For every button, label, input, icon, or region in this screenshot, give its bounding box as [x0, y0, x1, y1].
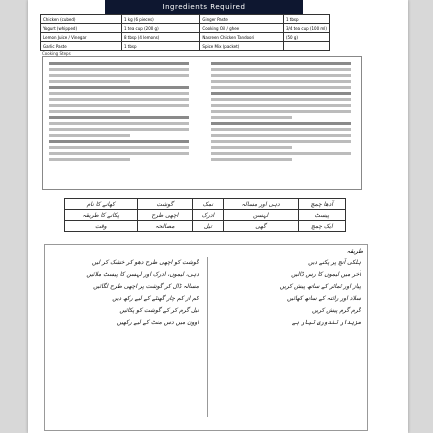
ingredient-cell: 1 kg (6 pieces)	[121, 15, 199, 24]
notes-line: پیاز اور ٹماٹر کے ساتھ پیش کریں	[279, 283, 361, 290]
ingredient-cell: 3/4 tea cup (100 ml)	[283, 24, 329, 33]
ingredient-cell: Garlic Paste	[41, 42, 122, 51]
ingredient-row	[41, 33, 330, 42]
notes-line: مزیدار تندوری تیار ہے	[291, 319, 361, 326]
ingredient-cell: Yogurt (whipped)	[41, 24, 122, 33]
steps-column-right	[207, 59, 355, 185]
steps-column-left	[45, 59, 193, 185]
ingredient-cell: 1 tea cup (200 g)	[121, 24, 199, 33]
notes-line: دہی، لیموں، ادرک اور لہسن کا پیسٹ ملائیں	[86, 271, 199, 278]
grid-cell: کھانے کا نام	[65, 199, 138, 210]
notes-column-left	[49, 257, 199, 329]
ingredient-row	[41, 24, 330, 33]
notes-line: آخر میں لیموں کا رس ڈالیں	[291, 271, 361, 278]
notes-line: گوشت کو اچھی طرح دھو کر خشک کر لیں	[91, 259, 199, 266]
ingredient-cell: 8 tbsp (4 lemons)	[121, 33, 199, 42]
grid-cell: اچھی طرح	[137, 210, 193, 221]
ingredient-cell: Ginger Paste	[200, 15, 284, 24]
notes-line: اوون میں دس منٹ کے لیے رکھیں	[116, 319, 199, 326]
grid-cell: لہسن	[223, 210, 298, 221]
ingredient-cell: Spice Mix (packet)	[200, 42, 284, 51]
notes-divider	[207, 257, 208, 417]
grid-cell: پیسٹ	[298, 210, 345, 221]
ingredient-cell: Chicken (cubed)	[41, 15, 122, 24]
notes-line: گرم گرم پیش کریں	[311, 307, 361, 314]
grid-cell: نمک	[193, 199, 224, 210]
notes-tag: طریقہ	[346, 248, 363, 255]
ingredient-cell: Cooking Oil / ghee	[200, 24, 284, 33]
grid-cell: ایک چمچ	[298, 221, 345, 232]
urdu-notes-box	[44, 244, 368, 431]
document-page	[28, 0, 408, 433]
grid-cell: مصالحہ	[137, 221, 193, 232]
grid-row	[65, 221, 346, 232]
ingredient-cell: (50 g)	[283, 33, 329, 42]
ingredient-row	[41, 15, 330, 24]
grid-cell: پکانے کا طریقہ	[65, 210, 138, 221]
grid-cell: تیل	[193, 221, 224, 232]
grid-row	[65, 210, 346, 221]
ingredient-cell	[283, 42, 329, 51]
ingredients-banner: Ingredients Required	[105, 0, 303, 14]
notes-line: تیل گرم کر کے گوشت کو پکائیں	[119, 307, 199, 314]
notes-line: سلاد اور رائتہ کے ساتھ کھائیں	[286, 295, 361, 302]
urdu-grid-table	[64, 198, 346, 232]
ingredient-cell: Lemon Juice / Vinegar	[41, 33, 122, 42]
grid-cell: وقت	[65, 221, 138, 232]
ingredient-row	[41, 42, 330, 51]
grid-cell: گوشت	[137, 199, 193, 210]
grid-cell: گھی	[223, 221, 298, 232]
grid-cell: آدھا چمچ	[298, 199, 345, 210]
ingredient-cell: 1 tbsp	[121, 42, 199, 51]
notes-line: مسالہ ڈال کر گوشت پر اچھی طرح لگائیں	[93, 283, 199, 290]
notes-line: ہلکی آنچ پر پکنے دیں	[308, 259, 361, 266]
grid-cell: دہی اور مسالہ	[223, 199, 298, 210]
grid-cell: ادرک	[193, 210, 224, 221]
grid-row	[65, 199, 346, 210]
ingredient-cell: Nasreen Chicken Tandoori	[200, 33, 284, 42]
ingredient-cell: 1 tbsp	[283, 15, 329, 24]
ingredients-table	[40, 14, 330, 51]
steps-label: Cooking Steps	[42, 51, 71, 56]
notes-line: کم از کم چار گھنٹے کے لیے رکھ دیں	[112, 295, 199, 302]
cooking-steps-box	[42, 56, 362, 190]
notes-column-right	[211, 257, 361, 329]
